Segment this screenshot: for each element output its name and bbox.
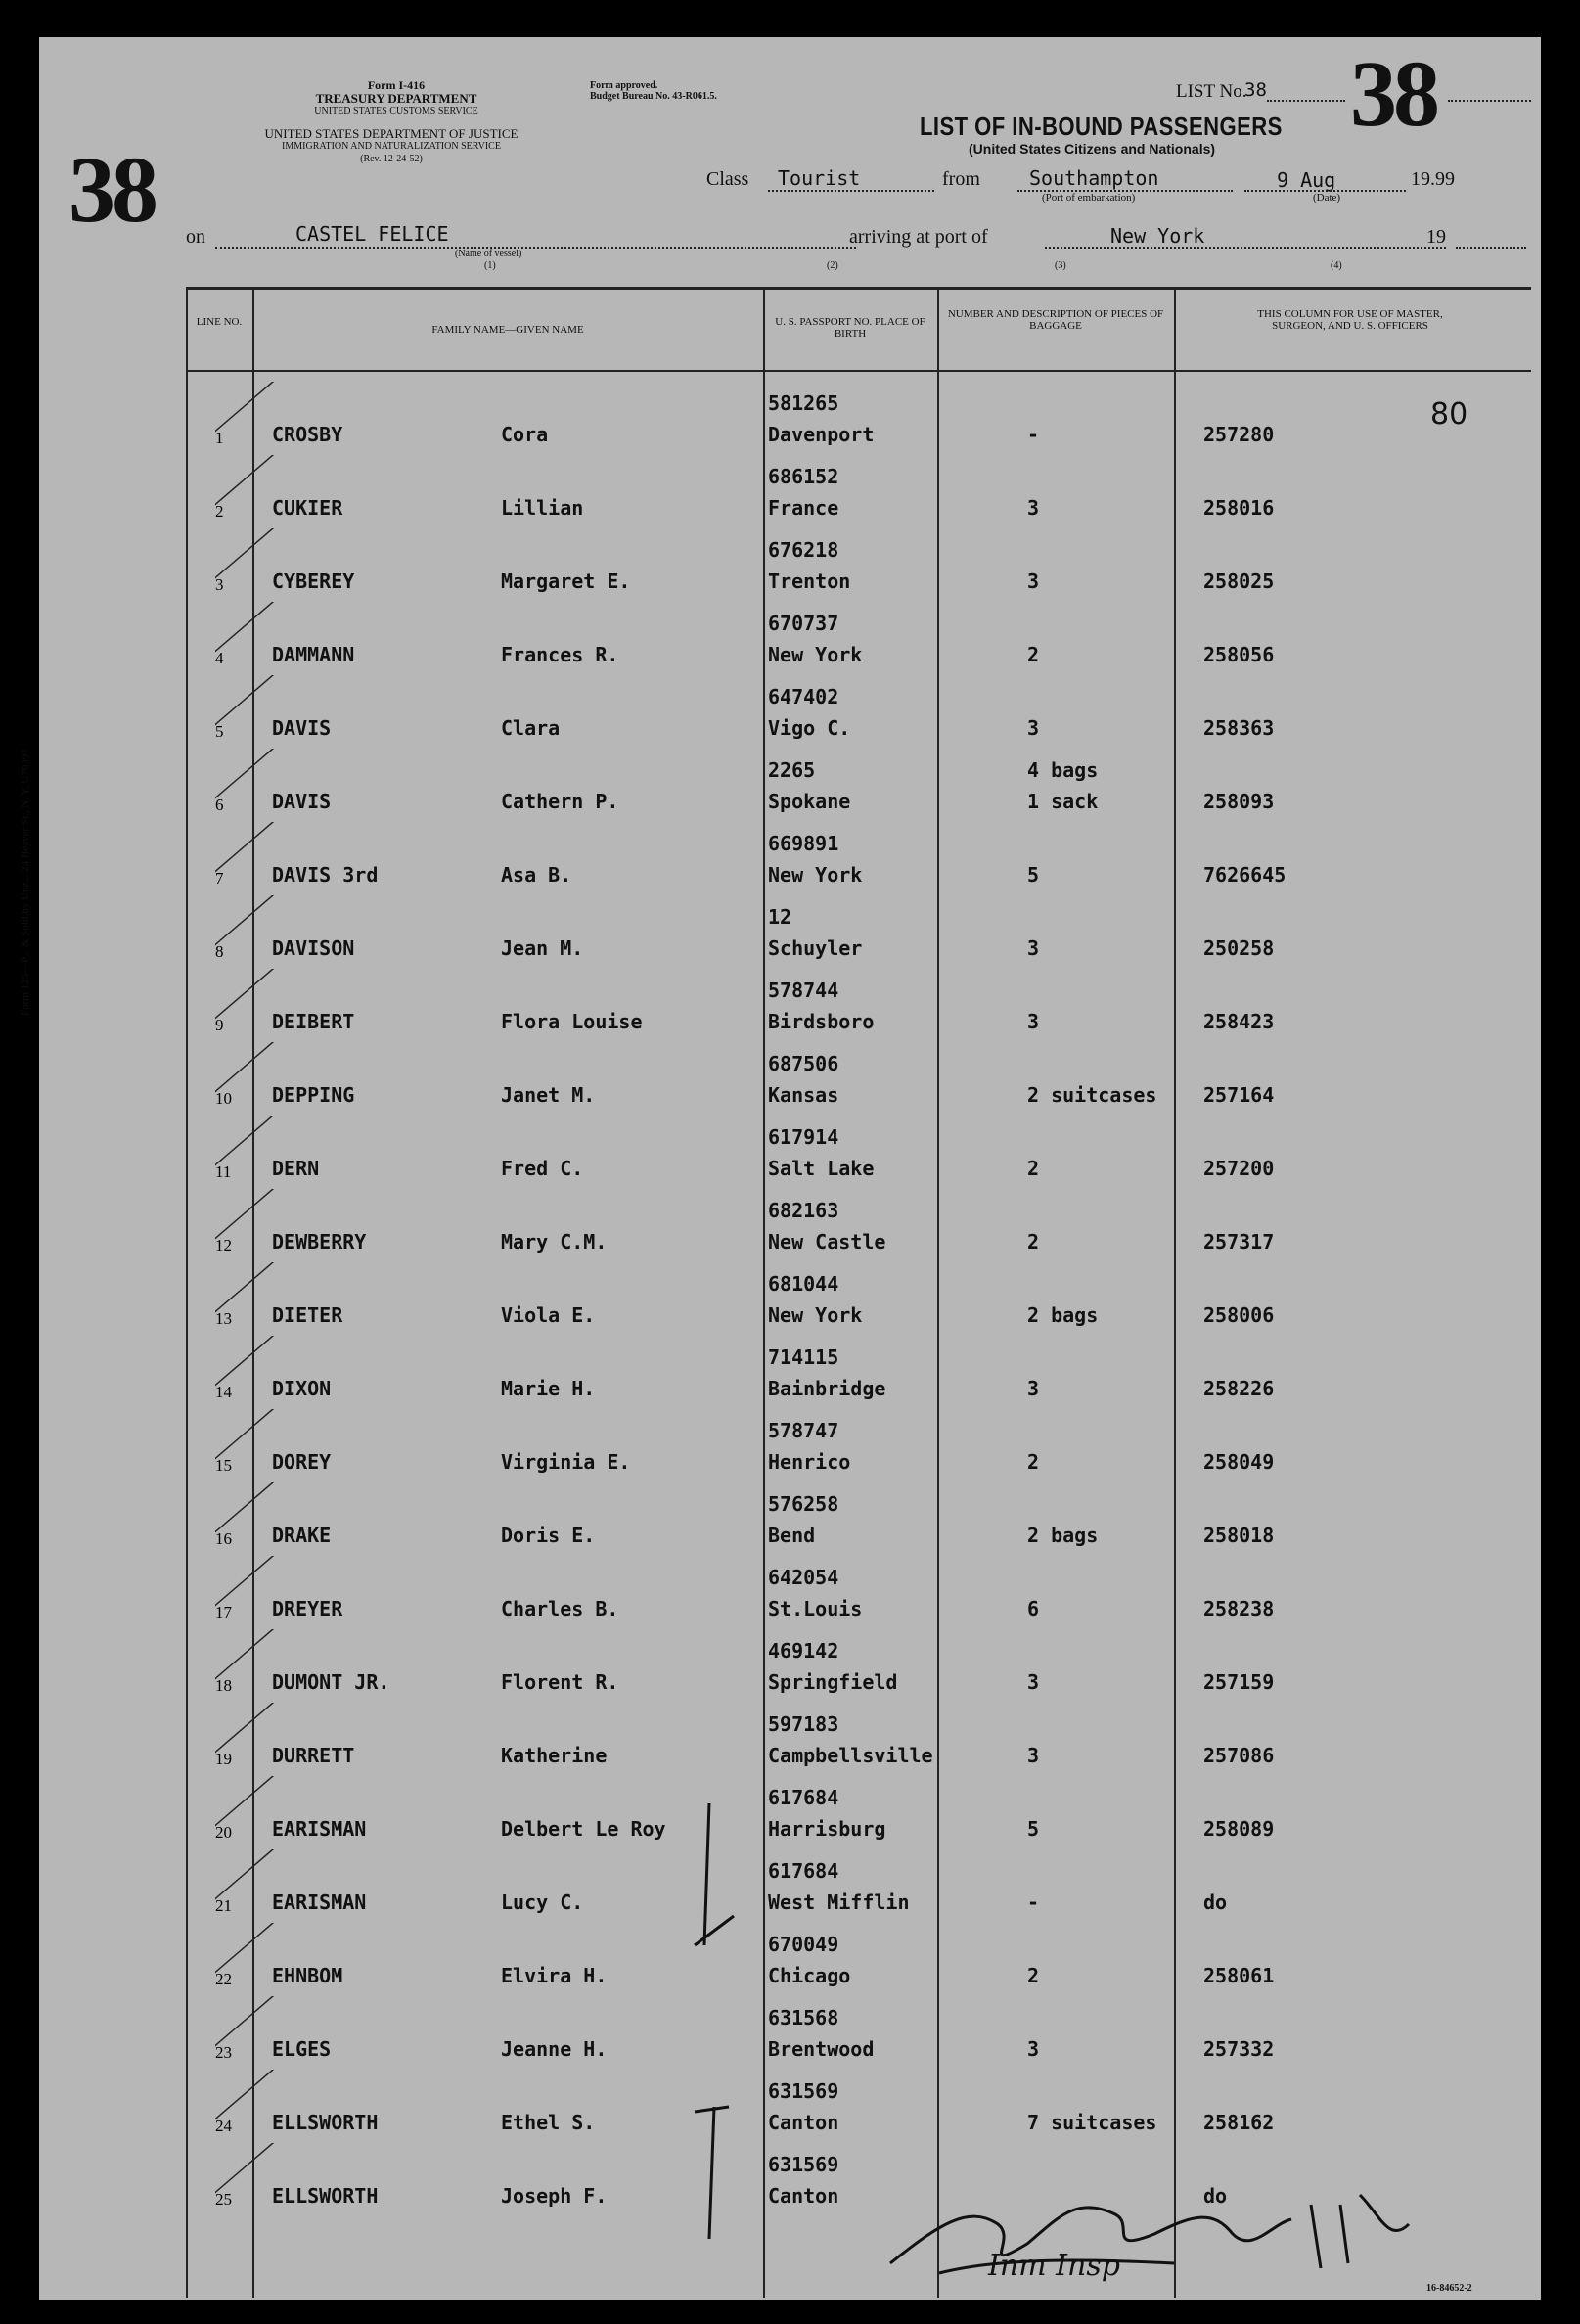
check-tick-icon bbox=[215, 1262, 293, 1336]
check-tick-icon bbox=[215, 1556, 293, 1629]
place-of-birth: Bend bbox=[768, 1524, 816, 1547]
officer-number: 258162 bbox=[1203, 2111, 1275, 2134]
class-value: Tourist bbox=[778, 166, 861, 190]
passport-number: 617914 bbox=[768, 1125, 839, 1149]
given-name: Marie H. bbox=[501, 1377, 596, 1400]
bracket-mark bbox=[665, 1799, 744, 1965]
passport-number: 681044 bbox=[768, 1272, 839, 1296]
place-of-birth: Schuyler bbox=[768, 936, 863, 960]
officer-number: 258016 bbox=[1203, 496, 1275, 520]
table-row bbox=[186, 455, 1531, 528]
table-row bbox=[186, 382, 1531, 455]
line-number: 3 bbox=[215, 575, 224, 594]
justice-department: UNITED STATES DEPARTMENT OF JUSTICE bbox=[264, 126, 519, 141]
family-name: EARISMAN bbox=[272, 1891, 367, 1914]
table-row bbox=[186, 1776, 1531, 1849]
family-name: DAVIS 3rd bbox=[272, 863, 379, 887]
table-row bbox=[186, 1629, 1531, 1703]
given-name: Elvira H. bbox=[501, 1964, 608, 1987]
given-name: Asa B. bbox=[501, 863, 572, 887]
passport-number: 597183 bbox=[768, 1712, 839, 1736]
list-number-label: LIST No. bbox=[1176, 81, 1247, 102]
check-tick-icon bbox=[215, 1409, 293, 1482]
passport-number: 670049 bbox=[768, 1933, 839, 1956]
embarkation-caption: (Port of embarkation) bbox=[1042, 192, 1136, 204]
family-name: EARISMAN bbox=[272, 1817, 367, 1841]
line-number: 25 bbox=[215, 2190, 232, 2209]
given-name: Cora bbox=[501, 423, 549, 446]
officer-number: 257280 bbox=[1203, 423, 1275, 446]
table-top-border bbox=[186, 287, 1531, 290]
col-header-baggage: NUMBER AND DESCRIPTION OF PIECES OF BAGGAGE bbox=[947, 308, 1164, 332]
place-of-birth: Harrisburg bbox=[768, 1817, 886, 1841]
dotted-line bbox=[1448, 100, 1531, 102]
baggage: 3 bbox=[1027, 2037, 1040, 2061]
check-tick-icon bbox=[215, 969, 293, 1042]
table-row bbox=[186, 675, 1531, 749]
baggage: - bbox=[1027, 423, 1040, 446]
place-of-birth: Chicago bbox=[768, 1964, 851, 1987]
passport-number: 647402 bbox=[768, 685, 839, 708]
place-of-birth: Trenton bbox=[768, 570, 851, 593]
check-tick-icon bbox=[215, 2070, 293, 2143]
revision-date: (Rev. 12-24-52) bbox=[360, 154, 423, 164]
caption-2: (2) bbox=[827, 260, 838, 271]
line-number: 17 bbox=[215, 1603, 232, 1621]
check-tick-icon bbox=[215, 895, 293, 969]
check-tick-icon bbox=[215, 1776, 293, 1849]
family-name: DUMONT JR. bbox=[272, 1670, 390, 1694]
check-tick-icon bbox=[215, 1336, 293, 1409]
arrival-port: New York bbox=[1110, 224, 1205, 248]
line-number: 7 bbox=[215, 869, 224, 888]
place-of-birth: Salt Lake bbox=[768, 1157, 875, 1180]
officer-number: 250258 bbox=[1203, 936, 1275, 960]
check-tick-icon bbox=[215, 1116, 293, 1189]
place-of-birth: Canton bbox=[768, 2111, 839, 2134]
officer-number: 258089 bbox=[1203, 1817, 1275, 1841]
given-name: Mary C.M. bbox=[501, 1230, 608, 1253]
passport-number: 687506 bbox=[768, 1052, 839, 1075]
passport-number: 714115 bbox=[768, 1345, 839, 1369]
page-subtitle: (United States Citizens and Nationals) bbox=[969, 141, 1216, 157]
officer-number: 257200 bbox=[1203, 1157, 1275, 1180]
place-of-birth: Campbellsville bbox=[768, 1744, 933, 1767]
check-tick-icon bbox=[215, 1482, 293, 1556]
passport-number: 578744 bbox=[768, 979, 839, 1002]
family-name: EHNBOM bbox=[272, 1964, 343, 1987]
family-name: ELLSWORTH bbox=[272, 2111, 379, 2134]
place-of-birth: Spokane bbox=[768, 790, 851, 813]
line-number: 6 bbox=[215, 796, 224, 814]
place-of-birth: Kansas bbox=[768, 1083, 839, 1107]
given-name: Doris E. bbox=[501, 1524, 596, 1547]
line-number: 23 bbox=[215, 2043, 232, 2062]
passport-number: 682163 bbox=[768, 1199, 839, 1222]
check-tick-icon bbox=[215, 1923, 293, 1996]
family-name: DAVIS bbox=[272, 716, 332, 740]
given-name: Delbert Le Roy bbox=[501, 1817, 666, 1841]
form-number: Form I-416 bbox=[367, 78, 426, 92]
place-of-birth: West Mifflin bbox=[768, 1891, 910, 1914]
line-number: 24 bbox=[215, 2117, 232, 2135]
passport-number: 578747 bbox=[768, 1419, 839, 1442]
inspector-signature bbox=[880, 2165, 1428, 2288]
table-row bbox=[186, 1923, 1531, 1996]
year-value: 19.99 bbox=[1411, 168, 1455, 190]
officer-number: 258061 bbox=[1203, 1964, 1275, 1987]
given-name: Viola E. bbox=[501, 1303, 596, 1327]
date-caption: (Date) bbox=[1313, 192, 1341, 204]
officer-number: 258018 bbox=[1203, 1524, 1275, 1547]
baggage: 5 bbox=[1027, 863, 1040, 887]
customs-service: UNITED STATES CUSTOMS SERVICE bbox=[314, 106, 478, 116]
baggage: 3 bbox=[1027, 1010, 1040, 1033]
given-name: Virginia E. bbox=[501, 1450, 631, 1474]
passport-number: 469142 bbox=[768, 1639, 839, 1663]
officer-number: 257164 bbox=[1203, 1083, 1275, 1107]
line-number: 1 bbox=[215, 429, 224, 447]
passport-number: 686152 bbox=[768, 465, 839, 488]
baggage: 2 bbox=[1027, 1230, 1040, 1253]
justice-block bbox=[166, 127, 616, 165]
check-tick-icon bbox=[215, 1996, 293, 2070]
given-name: Florent R. bbox=[501, 1670, 619, 1694]
given-name: Katherine bbox=[501, 1744, 608, 1767]
dotted-line bbox=[768, 190, 934, 192]
family-name: DEPPING bbox=[272, 1083, 355, 1107]
passport-number: 576258 bbox=[768, 1492, 839, 1516]
page-title: LIST OF IN-BOUND PASSENGERS bbox=[920, 112, 1283, 141]
family-name: DOREY bbox=[272, 1450, 332, 1474]
baggage: 3 bbox=[1027, 570, 1040, 593]
given-name: Charles B. bbox=[501, 1597, 619, 1620]
passport-number: 581265 bbox=[768, 391, 839, 415]
dotted-line bbox=[1456, 247, 1526, 249]
family-name: DIXON bbox=[272, 1377, 332, 1400]
given-name: Flora Louise bbox=[501, 1010, 643, 1033]
col-header-officers: THIS COLUMN FOR USE OF MASTER, SURGEON, AND U. S. OFFICERS bbox=[1257, 308, 1443, 332]
given-name: Janet M. bbox=[501, 1083, 596, 1107]
place-of-birth: New Castle bbox=[768, 1230, 886, 1253]
family-name: DEWBERRY bbox=[272, 1230, 367, 1253]
baggage: 2 bbox=[1027, 1450, 1040, 1474]
baggage: 2 bbox=[1027, 1964, 1040, 1987]
family-name: DURRETT bbox=[272, 1744, 355, 1767]
baggage: 3 bbox=[1027, 716, 1040, 740]
line-number: 2 bbox=[215, 502, 224, 521]
table-row bbox=[186, 749, 1531, 822]
line-number: 20 bbox=[215, 1823, 232, 1842]
baggage-extra: 4 bags bbox=[1027, 758, 1099, 782]
passport-number: 631569 bbox=[768, 2079, 839, 2103]
place-of-birth: St.Louis bbox=[768, 1597, 863, 1620]
table-row bbox=[186, 1996, 1531, 2070]
table-row bbox=[186, 1042, 1531, 1116]
place-of-birth: Springfield bbox=[768, 1670, 898, 1694]
line-number: 12 bbox=[215, 1236, 232, 1254]
given-name: Ethel S. bbox=[501, 2111, 596, 2134]
given-name: Frances R. bbox=[501, 643, 619, 666]
vessel-caption: (Name of vessel) bbox=[455, 249, 522, 259]
bracket-mark bbox=[685, 2102, 744, 2249]
table-row bbox=[186, 1849, 1531, 1923]
check-tick-icon bbox=[215, 1849, 293, 1923]
baggage: 2 suitcases bbox=[1027, 1083, 1157, 1107]
header-divider bbox=[186, 370, 1531, 372]
family-name: ELLSWORTH bbox=[272, 2184, 379, 2208]
check-tick-icon bbox=[215, 1189, 293, 1262]
family-name: DREYER bbox=[272, 1597, 343, 1620]
passport-number: 670737 bbox=[768, 612, 839, 635]
given-name: Clara bbox=[501, 716, 561, 740]
place-of-birth: New York bbox=[768, 1303, 863, 1327]
given-name: Margaret E. bbox=[501, 570, 631, 593]
budget-bureau: Budget Bureau No. 43-R061.5. bbox=[590, 91, 717, 102]
class-label: Class bbox=[706, 168, 749, 190]
on-label: on bbox=[186, 226, 205, 248]
corner-count: 80 bbox=[1430, 397, 1468, 432]
line-number: 21 bbox=[215, 1896, 232, 1915]
col-header-line: LINE NO. bbox=[196, 316, 243, 328]
signature-text: Inm Insp bbox=[988, 2249, 1120, 2283]
embarkation-port: Southampton bbox=[1029, 166, 1159, 190]
baggage: - bbox=[1027, 1891, 1040, 1914]
table-row bbox=[186, 602, 1531, 675]
table-row bbox=[186, 528, 1531, 602]
baggage: 3 bbox=[1027, 1377, 1040, 1400]
check-tick-icon bbox=[215, 602, 293, 675]
table-row bbox=[186, 1409, 1531, 1482]
form-agency-block bbox=[235, 79, 558, 117]
officer-number: 258238 bbox=[1203, 1597, 1275, 1620]
passport-number: 617684 bbox=[768, 1786, 839, 1809]
table-row bbox=[186, 2070, 1531, 2143]
passport-number: 669891 bbox=[768, 832, 839, 855]
officer-number: 258226 bbox=[1203, 1377, 1275, 1400]
baggage: 5 bbox=[1027, 1817, 1040, 1841]
officer-number: do bbox=[1203, 2184, 1228, 2208]
check-tick-icon bbox=[215, 1042, 293, 1116]
dotted-line bbox=[215, 247, 856, 249]
passport-number: 12 bbox=[768, 905, 792, 929]
table-row bbox=[186, 969, 1531, 1042]
treasury-department: TREASURY DEPARTMENT bbox=[315, 91, 477, 106]
baggage: 3 bbox=[1027, 496, 1040, 520]
line-number: 4 bbox=[215, 649, 224, 667]
check-tick-icon bbox=[215, 749, 293, 822]
place-of-birth: Brentwood bbox=[768, 2037, 875, 2061]
family-name: DAMMANN bbox=[272, 643, 355, 666]
passenger-table bbox=[186, 287, 1531, 2298]
check-tick-icon bbox=[215, 675, 293, 749]
place-of-birth: New York bbox=[768, 643, 863, 666]
col-header-name: FAMILY NAME—GIVEN NAME bbox=[431, 324, 584, 336]
baggage: 2 bbox=[1027, 643, 1040, 666]
table-row bbox=[186, 1262, 1531, 1336]
table-row bbox=[186, 1336, 1531, 1409]
passport-number: 2265 bbox=[768, 758, 816, 782]
family-name: DAVIS bbox=[272, 790, 332, 813]
check-tick-icon bbox=[215, 2143, 293, 2216]
officer-number: do bbox=[1203, 1891, 1228, 1914]
family-name: CROSBY bbox=[272, 423, 343, 446]
officer-number: 257317 bbox=[1203, 1230, 1275, 1253]
form-approved: Form approved. bbox=[590, 80, 658, 91]
officer-number: 7626645 bbox=[1203, 863, 1287, 887]
check-tick-icon bbox=[215, 1703, 293, 1776]
baggage: 6 bbox=[1027, 1597, 1040, 1620]
place-of-birth: Bainbridge bbox=[768, 1377, 886, 1400]
officer-number: 258363 bbox=[1203, 716, 1275, 740]
passport-number: 631569 bbox=[768, 2153, 839, 2176]
footer-code: 16-84652-2 bbox=[1426, 2283, 1472, 2294]
given-name: Jeanne H. bbox=[501, 2037, 608, 2061]
passport-number: 631568 bbox=[768, 2006, 839, 2029]
given-name: Joseph F. bbox=[501, 2184, 608, 2208]
family-name: DRAKE bbox=[272, 1524, 332, 1547]
table-row bbox=[186, 1482, 1531, 1556]
printer-imprint: Form 125—P... & Sold by Unz... 24 Beaver St., N. Y. U70397 bbox=[20, 749, 31, 1016]
officer-number: 258006 bbox=[1203, 1303, 1275, 1327]
line-number: 5 bbox=[215, 722, 224, 741]
officer-number: 258049 bbox=[1203, 1450, 1275, 1474]
family-name: DEIBERT bbox=[272, 1010, 355, 1033]
passport-number: 676218 bbox=[768, 538, 839, 562]
from-label: from bbox=[942, 168, 980, 190]
baggage: 2 bbox=[1027, 1157, 1040, 1180]
place-of-birth: Davenport bbox=[768, 423, 875, 446]
given-name: Lillian bbox=[501, 496, 584, 520]
ins-service: IMMIGRATION AND NATURALIZATION SERVICE bbox=[282, 141, 501, 152]
family-name: DAVISON bbox=[272, 936, 355, 960]
place-of-birth: Birdsboro bbox=[768, 1010, 875, 1033]
baggage: 7 suitcases bbox=[1027, 2111, 1157, 2134]
officer-number: 257159 bbox=[1203, 1670, 1275, 1694]
left-big-list-number: 38 bbox=[68, 137, 155, 242]
right-big-list-number: 38 bbox=[1350, 41, 1436, 146]
caption-3: (3) bbox=[1055, 260, 1066, 271]
check-tick-icon bbox=[215, 1629, 293, 1703]
baggage: 2 bags bbox=[1027, 1303, 1099, 1327]
line-number: 15 bbox=[215, 1456, 232, 1475]
check-tick-icon bbox=[215, 455, 293, 528]
check-tick-icon bbox=[215, 382, 293, 455]
given-name: Cathern P. bbox=[501, 790, 619, 813]
document-page bbox=[20, 37, 1541, 2300]
table-row bbox=[186, 1189, 1531, 1262]
dotted-line bbox=[1045, 247, 1446, 249]
family-name: CYBEREY bbox=[272, 570, 355, 593]
line-number: 18 bbox=[215, 1676, 232, 1695]
line-number: 9 bbox=[215, 1016, 224, 1034]
officer-number: 257332 bbox=[1203, 2037, 1275, 2061]
baggage: 1 sack bbox=[1027, 790, 1099, 813]
table-row bbox=[186, 1556, 1531, 1629]
baggage: 2 bags bbox=[1027, 1524, 1099, 1547]
officer-number: 258423 bbox=[1203, 1010, 1275, 1033]
caption-4: (4) bbox=[1331, 260, 1342, 271]
baggage: 3 bbox=[1027, 1670, 1040, 1694]
baggage: 3 bbox=[1027, 1744, 1040, 1767]
table-row bbox=[186, 1703, 1531, 1776]
given-name: Fred C. bbox=[501, 1157, 584, 1180]
line-number: 19 bbox=[215, 1750, 232, 1768]
officer-number: 258025 bbox=[1203, 570, 1275, 593]
vessel-name: CASTEL FELICE bbox=[295, 222, 449, 246]
family-name: CUKIER bbox=[272, 496, 343, 520]
place-of-birth: Henrico bbox=[768, 1450, 851, 1474]
place-of-birth: Vigo C. bbox=[768, 716, 851, 740]
line-number: 22 bbox=[215, 1970, 232, 1988]
col-header-passport: U. S. PASSPORT NO. PLACE OF BIRTH bbox=[775, 316, 925, 340]
approval-block bbox=[590, 80, 717, 102]
officer-number: 257086 bbox=[1203, 1744, 1275, 1767]
check-tick-icon bbox=[215, 822, 293, 895]
table-row bbox=[186, 895, 1531, 969]
place-of-birth: France bbox=[768, 496, 839, 520]
line-number: 16 bbox=[215, 1529, 232, 1548]
table-row bbox=[186, 822, 1531, 895]
arrival-date: 9 Aug bbox=[1277, 168, 1336, 192]
arriving-label: arriving at port of bbox=[849, 226, 988, 248]
passport-number: 642054 bbox=[768, 1566, 839, 1589]
place-of-birth: Canton bbox=[768, 2184, 839, 2208]
given-name: Jean M. bbox=[501, 936, 584, 960]
baggage: 3 bbox=[1027, 936, 1040, 960]
family-name: DERN bbox=[272, 1157, 320, 1180]
family-name: DIETER bbox=[272, 1303, 343, 1327]
given-name: Lucy C. bbox=[501, 1891, 584, 1914]
line-number: 14 bbox=[215, 1383, 232, 1401]
officer-number: 258056 bbox=[1203, 643, 1275, 666]
family-name: ELGES bbox=[272, 2037, 332, 2061]
arrival-year: 19 bbox=[1426, 226, 1446, 248]
line-number: 11 bbox=[215, 1162, 232, 1181]
table-row bbox=[186, 1116, 1531, 1189]
line-number: 13 bbox=[215, 1309, 232, 1328]
list-number-value: 38 bbox=[1244, 79, 1267, 101]
line-number: 10 bbox=[215, 1089, 232, 1108]
officer-number: 258093 bbox=[1203, 790, 1275, 813]
vessel-caption-num: (1) bbox=[484, 260, 496, 271]
passport-number: 617684 bbox=[768, 1859, 839, 1883]
check-tick-icon bbox=[215, 528, 293, 602]
dotted-line bbox=[1267, 100, 1345, 102]
line-number: 8 bbox=[215, 942, 224, 961]
place-of-birth: New York bbox=[768, 863, 863, 887]
